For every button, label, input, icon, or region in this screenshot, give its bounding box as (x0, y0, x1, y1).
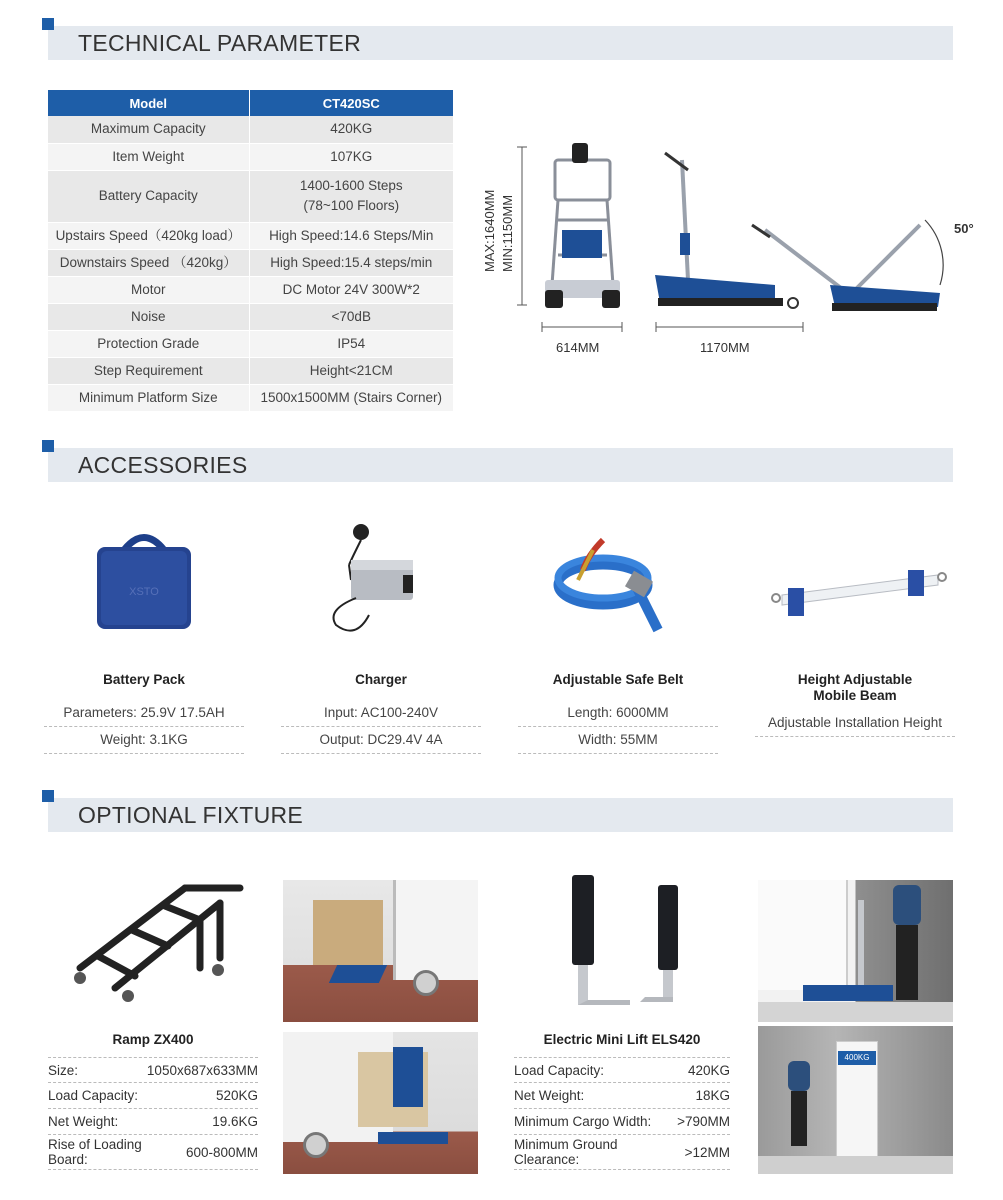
max-height-label: MAX:1640MM (482, 189, 497, 272)
battery-logo: XSTO (129, 586, 159, 598)
section-title: TECHNICAL PARAMETER (78, 30, 362, 56)
fixture-label: Net Weight: (48, 1114, 119, 1129)
width-label: 614MM (556, 340, 600, 355)
accessory-charger (281, 500, 481, 754)
fixture-label: Minimum Ground Clearance: (514, 1137, 618, 1167)
accessory-param: Input: AC100-240V (281, 700, 481, 727)
accessory-safe-belt (518, 500, 718, 754)
front-track-right (602, 290, 620, 308)
lift-photo-bottom (758, 1026, 953, 1174)
section-marker (42, 440, 54, 452)
accessory-mobile-beam (755, 500, 955, 737)
spec-row (48, 222, 454, 249)
spec-value: IP54 (249, 330, 454, 357)
length-label: 1170MM (700, 340, 750, 355)
spec-row (48, 276, 454, 303)
ramp-photo-bottom (283, 1032, 478, 1174)
spec-value: DC Motor 24V 300W*2 (249, 276, 454, 303)
fixture-row (514, 1083, 730, 1109)
spec-value: <70dB (249, 303, 454, 330)
accessory-param: Width: 55MM (518, 727, 718, 754)
accessory-name: Charger (355, 672, 407, 687)
accessory-param: Parameters: 25.9V 17.5AH (44, 700, 244, 727)
stair-climber-diagram (470, 135, 990, 365)
accessories-section-header (48, 448, 953, 482)
spec-value: High Speed:14.6 Steps/Min (249, 222, 454, 249)
lift-spec-table (514, 1057, 730, 1170)
lift-load-badge: 400KG (838, 1051, 876, 1065)
fixture-value: 600-800MM (185, 1144, 258, 1160)
fixture-value: >790MM (677, 1114, 730, 1129)
fixture-label: Minimum Cargo Width: (514, 1114, 652, 1129)
spec-label: Step Requirement (48, 357, 249, 384)
spec-row (48, 143, 454, 170)
fixture-name: Ramp ZX400 (112, 1032, 194, 1047)
accessory-battery-pack (44, 500, 244, 754)
technical-section-header (48, 26, 953, 60)
accessory-name: Height Adjustable Mobile Beam (797, 672, 913, 703)
side-view (655, 153, 798, 308)
safe-belt-image (518, 500, 718, 660)
spec-row (48, 116, 454, 143)
spec-label: Maximum Capacity (48, 116, 249, 143)
fixture-value: 520KG (215, 1088, 258, 1103)
spec-label: Noise (48, 303, 249, 330)
spec-header-value: CT420SC (249, 90, 454, 116)
accessory-param: Weight: 3.1KG (44, 727, 244, 754)
fixture-label: Load Capacity: (514, 1062, 605, 1078)
spec-table (48, 90, 454, 412)
fixture-value: 1050x687x633MM (146, 1062, 258, 1078)
spec-row (48, 357, 454, 384)
tilted-view (752, 220, 943, 311)
ramp-spec-table (48, 1057, 258, 1170)
fixture-value: 19.6KG (212, 1114, 258, 1129)
lift-photo-top (758, 880, 953, 1022)
min-height-label: MIN:1150MM (500, 194, 515, 272)
section-title: OPTIONAL FIXTURE (78, 802, 304, 828)
fixture-value: 420KG (687, 1062, 730, 1078)
accessory-param: Output: DC29.4V 4A (281, 727, 481, 754)
spec-label: Downstairs Speed （420kg） (48, 249, 249, 276)
spec-value: High Speed:15.4 steps/min (249, 249, 454, 276)
spec-value: 420KG (249, 116, 454, 143)
optional-section-header (48, 798, 953, 832)
spec-value: 1400-1600 Steps (78~100 Floors) (249, 170, 454, 222)
fixture-value: 18KG (695, 1088, 730, 1103)
fixture-row (48, 1057, 258, 1083)
battery-pack-image (44, 500, 244, 660)
front-track-left (545, 290, 563, 308)
front-battery (562, 230, 602, 258)
spec-label: Upstairs Speed（420kg load） (48, 222, 249, 249)
fixture-label: Net Weight: (514, 1088, 585, 1103)
fixture-label: Size: (48, 1062, 79, 1078)
spec-header-row (48, 90, 454, 116)
spec-row (48, 303, 454, 330)
accessory-name: Adjustable Safe Belt (552, 672, 684, 687)
accessory-param: Adjustable Installation Height (755, 710, 955, 737)
fixture-value: >12MM (684, 1144, 730, 1160)
spec-value: 1500x1500MM (Stairs Corner) (249, 384, 454, 411)
fixture-row (514, 1135, 730, 1170)
spec-value: 107KG (249, 143, 454, 170)
fixture-label: Load Capacity: (48, 1088, 139, 1103)
front-view (552, 160, 613, 285)
ramp-image (60, 878, 250, 1008)
spec-label: Motor (48, 276, 249, 303)
front-handle (572, 143, 588, 163)
mobile-beam-image (755, 500, 955, 660)
section-title: ACCESSORIES (78, 452, 248, 478)
spec-value: Height<21CM (249, 357, 454, 384)
angle-label: 50° (954, 221, 974, 236)
spec-row (48, 330, 454, 357)
fixture-row (48, 1083, 258, 1109)
spec-row (48, 170, 454, 222)
accessory-param: Length: 6000MM (518, 700, 718, 727)
section-marker (42, 790, 54, 802)
fixture-row (48, 1135, 258, 1170)
fixture-row (514, 1109, 730, 1135)
spec-row (48, 249, 454, 276)
spec-row (48, 384, 454, 411)
fixture-label: Rise of Loading Board: (48, 1137, 142, 1167)
spec-header-label: Model (48, 90, 249, 116)
spec-label: Protection Grade (48, 330, 249, 357)
spec-label: Item Weight (48, 143, 249, 170)
spec-label: Minimum Platform Size (48, 384, 249, 411)
fixture-row (514, 1057, 730, 1083)
section-marker (42, 18, 54, 30)
mini-lift-image (560, 870, 700, 1015)
accessory-name: Battery Pack (103, 672, 185, 687)
ramp-photo-top (283, 880, 478, 1022)
fixture-name: Electric Mini Lift ELS420 (543, 1032, 701, 1047)
fixture-row (48, 1109, 258, 1135)
spec-label: Battery Capacity (48, 170, 249, 222)
charger-image (281, 500, 481, 660)
